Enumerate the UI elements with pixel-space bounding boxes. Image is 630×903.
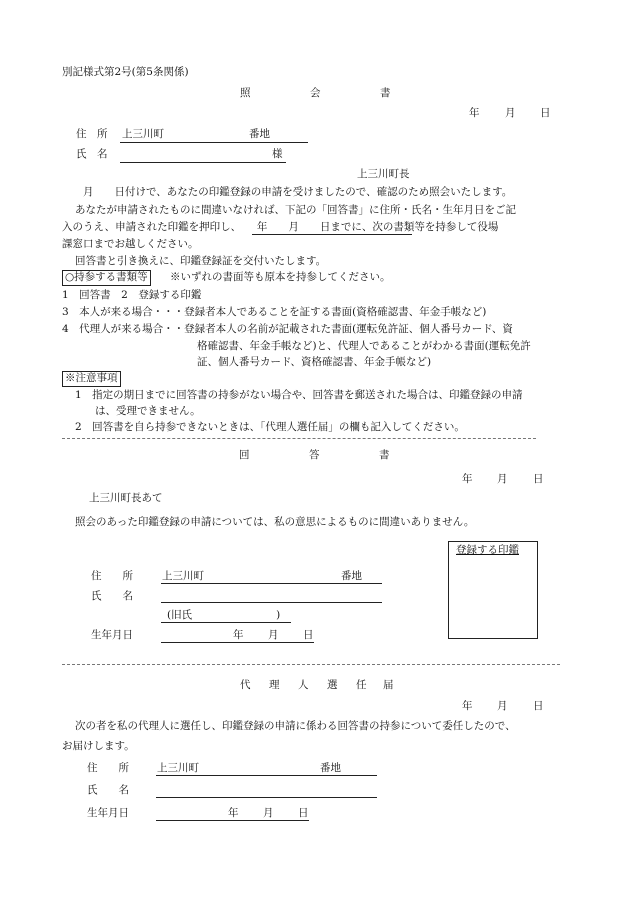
inquiry-address-underline	[120, 142, 308, 143]
proxy-date-year: 年	[462, 700, 473, 712]
proxy-title-char-4: 選	[327, 679, 338, 691]
divider-1	[62, 438, 536, 439]
proxy-title-char-2: 理	[269, 679, 280, 691]
proxy-title-char-1: 代	[240, 679, 251, 691]
bring-item-1: 1 回答書 2 登録する印鑑	[62, 289, 202, 301]
answer-address-label: 住 所	[91, 570, 133, 582]
proxy-title-char-5: 任	[356, 679, 367, 691]
inquiry-date-day: 日	[540, 107, 551, 119]
inquiry-title-char-1: 照	[240, 87, 251, 99]
inquiry-deadline-underline	[252, 234, 412, 235]
proxy-date-day: 日	[533, 700, 544, 712]
notes-header: ※注意事項	[62, 371, 121, 387]
answer-address-underline	[161, 583, 382, 584]
inquiry-name-label: 氏 名	[76, 148, 108, 160]
answer-dob-day: 日	[303, 629, 314, 641]
inquiry-title-char-3: 書	[380, 87, 391, 99]
proxy-address-label: 住 所	[87, 762, 129, 774]
bring-header: ○持参する書類等	[62, 270, 151, 286]
answer-date-month: 月	[497, 473, 508, 485]
inquiry-date-year: 年	[469, 107, 480, 119]
inquiry-para-2c: 課窓口までお越しください。	[62, 238, 199, 250]
answer-name-underline	[161, 602, 382, 603]
note-1: 1 指定の期日までに回答書の持参がない場合や、回答書を郵送された場合は、印鑑登録の申請	[75, 389, 523, 401]
proxy-title-char-3: 人	[298, 679, 309, 691]
proxy-dob-year: 年	[228, 807, 239, 819]
proxy-dob-month: 月	[263, 807, 274, 819]
proxy-dob-underline	[156, 820, 309, 821]
answer-dob-underline	[161, 642, 314, 643]
inquiry-sender: 上三川町長	[357, 168, 410, 180]
answer-dob-label: 生年月日	[91, 629, 133, 641]
proxy-dob-label: 生年月日	[87, 807, 129, 819]
answer-date-year: 年	[462, 473, 473, 485]
proxy-address-town: 上三川町	[157, 762, 199, 774]
inquiry-address-label: 住 所	[76, 128, 108, 140]
inquiry-para-2b: 入のうえ、申請された印鑑を押印し、 年 月 日までに、次の書類等を持参して役場	[62, 221, 499, 233]
proxy-name-underline	[156, 797, 377, 798]
inquiry-address-banchi: 番地	[249, 128, 270, 140]
inquiry-title-char-2: 会	[310, 87, 321, 99]
seal-box-label: 登録する印鑑	[456, 544, 519, 556]
bring-item-4-cont-1: 格確認書、年金手帳など)と、代理人であることがわかる書面(運転免許	[197, 340, 531, 352]
form-label: 別記様式第2号(第5条関係)	[62, 66, 189, 78]
bring-note: ※いずれの書面等も原本を持参してください。	[170, 271, 391, 283]
answer-name-label: 氏 名	[91, 590, 133, 602]
proxy-text-2: お届けします。	[62, 740, 135, 752]
answer-statement: 照会のあった印鑑登録の申請については、私の意思によるものに間違いありません。	[75, 516, 475, 528]
inquiry-date-month: 月	[505, 107, 516, 119]
inquiry-para-3: 回答書と引き換えに、印鑑登録証を交付いたします。	[75, 255, 327, 267]
answer-addressee: 上三川町長あて	[89, 492, 163, 504]
answer-address-town: 上三川町	[162, 570, 204, 582]
note-1-cont: は、受理できません。	[95, 405, 201, 417]
answer-title-char-2: 答	[309, 449, 320, 461]
inquiry-address-town: 上三川町	[122, 128, 164, 140]
inquiry-para-2a: あなたが申請されたものに間違いなければ、下記の「回答書」に住所・氏名・生年月日をご記	[75, 204, 516, 216]
answer-former-name-underline	[161, 622, 291, 623]
answer-former-name: (旧氏 )	[167, 609, 281, 621]
bring-item-4: 4 代理人が来る場合・・登録者本人の名前が記載された書面(運転免許証、個人番号カード、資	[62, 323, 513, 335]
proxy-address-underline	[156, 775, 377, 776]
proxy-dob-day: 日	[298, 807, 309, 819]
bring-item-4-cont-2: 証、個人番号カード、資格確認書、年金手帳など)	[197, 356, 432, 368]
note-2: 2 回答書を自ら持参できないときは、「代理人選任届」の欄も記入してください。	[75, 421, 465, 433]
inquiry-name-underline	[120, 162, 286, 163]
answer-dob-month: 月	[268, 629, 279, 641]
inquiry-name-sama: 様	[272, 148, 283, 160]
proxy-address-banchi: 番地	[320, 762, 341, 774]
answer-date-day: 日	[533, 473, 544, 485]
proxy-name-label: 氏 名	[87, 784, 129, 796]
inquiry-para-1: 月 日付けで、あなたの印鑑登録の申請を受けましたので、確認のため照会いたします。	[62, 186, 513, 198]
proxy-text-1: 次の者を私の代理人に選任し、印鑑登録の申請に係わる回答書の持参について委任したので、	[75, 720, 516, 732]
answer-dob-year: 年	[233, 629, 244, 641]
bring-item-3: 3 本人が来る場合・・・登録者本人であることを証する書面(資格確認書、年金手帳など)	[62, 306, 487, 318]
answer-title-char-1: 回	[239, 449, 250, 461]
proxy-title-char-6: 届	[383, 679, 394, 691]
answer-title-char-3: 書	[379, 449, 390, 461]
answer-address-banchi: 番地	[341, 570, 362, 582]
proxy-date-month: 月	[497, 700, 508, 712]
divider-2	[62, 664, 560, 665]
